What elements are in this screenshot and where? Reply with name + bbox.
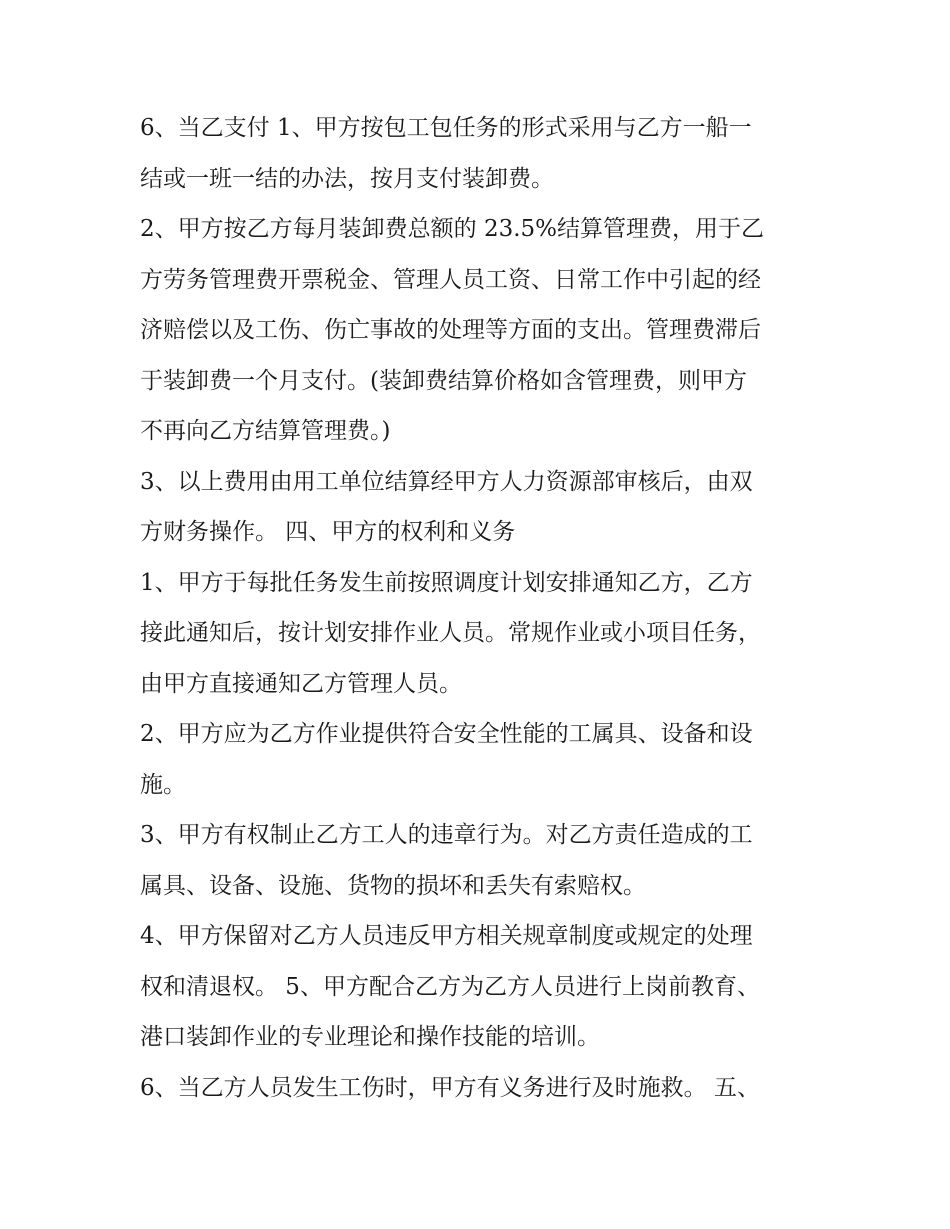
- text-line: 不再向乙方结算管理费。): [140, 418, 391, 444]
- text-line: 2、甲方按乙方每月装卸费总额的 23.5%结算管理费，用于乙: [140, 216, 765, 242]
- text-line: 接此通知后，按计划安排作业人员。常规作业或小项目任务，: [140, 620, 761, 646]
- paragraph-7: [140, 911, 820, 1063]
- text-line: 权和清退权。 5、甲方配合乙方为乙方人员进行上岗前教育、: [140, 973, 760, 1000]
- text-line: 2、甲方应为乙方作业提供符合安全性能的工属具、设备和设: [140, 721, 753, 747]
- paragraph-4: [140, 558, 820, 710]
- paragraph-3: [140, 457, 820, 558]
- text-line: 于装卸费一个月支付。(装卸费结算价格如含管理费，则甲方: [140, 367, 747, 394]
- paragraph-6: [140, 810, 820, 911]
- text-line: 港口装卸作业的专业理论和操作技能的培训。: [140, 1024, 600, 1050]
- document-body: [140, 103, 820, 1113]
- text-line: 方财务操作。 四、甲方的权利和义务: [140, 519, 516, 545]
- text-line: 6、当乙方人员发生工伤时，甲方有义务进行及时施救。 五、: [140, 1074, 760, 1101]
- text-line: 3、以上费用由用工单位结算经甲方人力资源部审核后，由双: [140, 468, 753, 495]
- paragraph-2: [140, 204, 820, 457]
- text-line: 由甲方直接通知乙方管理人员。: [140, 670, 462, 697]
- text-line: 济赔偿以及工伤、伤亡事故的处理等方面的支出。管理费滞后: [140, 317, 761, 343]
- text-line: 4、甲方保留对乙方人员违反甲方相关规章制度或规定的处理: [140, 923, 753, 949]
- text-line: 施。: [140, 771, 186, 798]
- text-line: 6、当乙支付 1、甲方按包工包任务的形式采用与乙方一船一: [140, 115, 752, 141]
- text-line: 3、甲方有权制止乙方工人的违章行为。对乙方责任造成的工: [140, 822, 753, 848]
- text-line: 属具、设备、设施、货物的损坏和丢失有索赔权。: [140, 872, 646, 899]
- paragraph-8: [140, 1063, 820, 1114]
- text-line: 1、甲方于每批任务发生前按照调度计划安排通知乙方，乙方: [140, 569, 753, 596]
- paragraph-5: [140, 709, 820, 810]
- text-line: 方劳务管理费开票税金、管理人员工资、日常工作中引起的经: [140, 266, 761, 293]
- paragraph-1: [140, 103, 820, 204]
- text-line: 结或一班一结的办法，按月支付装卸费。: [140, 165, 554, 192]
